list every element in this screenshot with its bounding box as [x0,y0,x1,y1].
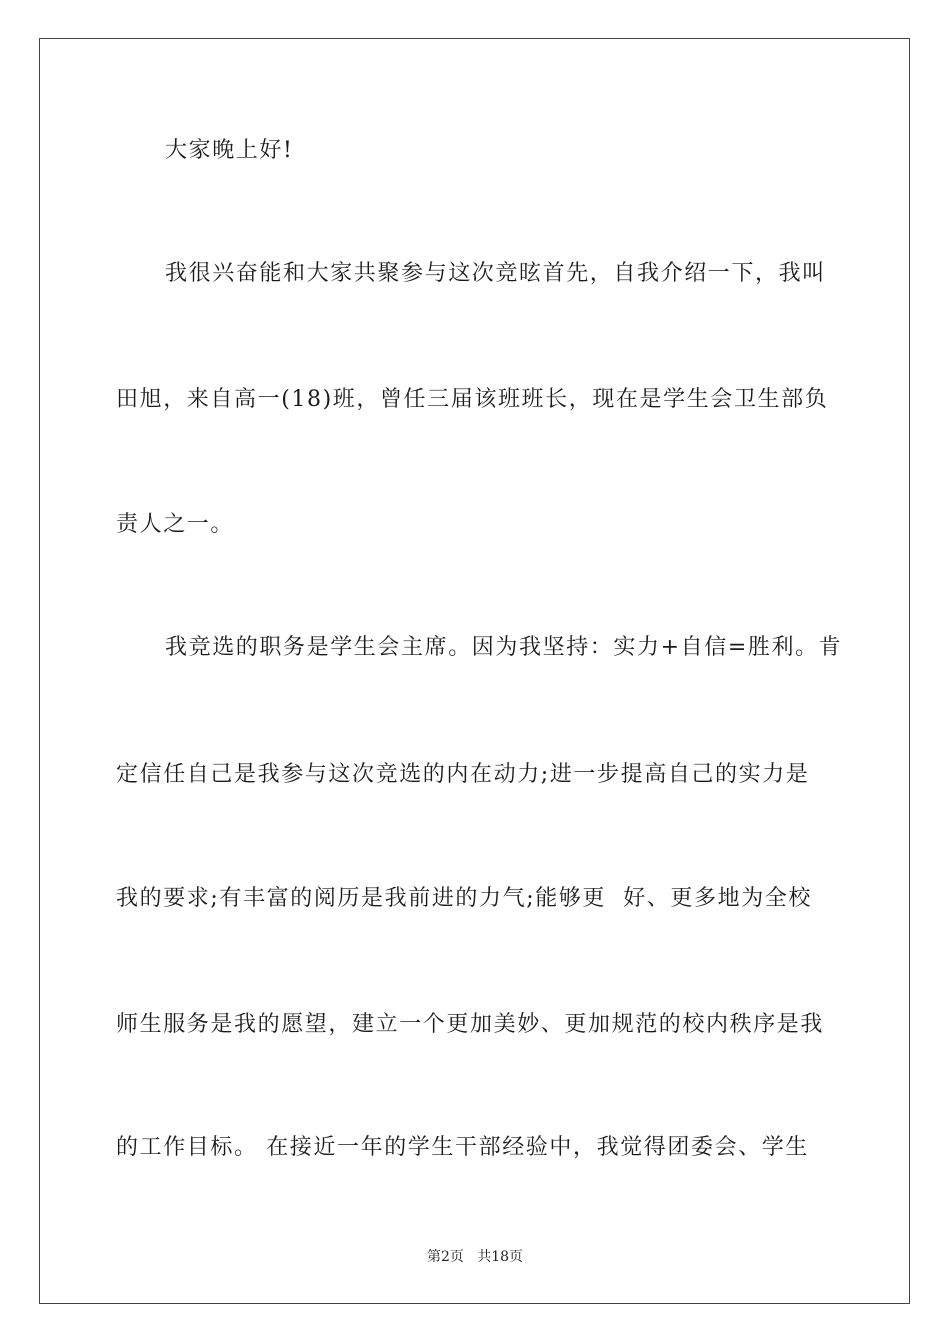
page-footer: 第2页 共18页 [426,1249,524,1265]
paragraph-line: 田旭，来自高一(18)班，曾任三届该班班长，现在是学生会卫生部负 [116,387,829,412]
paragraph-line: 定信任自己是我参与这次竞选的内在动力;进一步提高自己的实力是 [116,762,810,787]
paragraph-line: 师生服务是我的愿望，建立一个更加美妙、更加规范的校内秩序是我 [116,1012,825,1037]
page-border [39,38,910,1304]
greeting-line: 大家晚上好! [165,138,294,163]
paragraph-line: 我竞选的职务是学生会主席。因为我坚持：实力+自信=胜利。肯 [165,635,843,660]
paragraph-line: 我的要求;有丰富的阅历是我前进的力气;能够更 好、更多地为全校 [116,886,813,911]
paragraph-line: 我很兴奋能和大家共聚参与这次竞昡首先，自我介绍一下，我叫 [165,261,826,286]
paragraph-line: 责人之一。 [116,512,235,537]
paragraph-line: 的工作目标。 在接近一年的学生干部经验中，我觉得团委会、学生 [116,1135,809,1160]
